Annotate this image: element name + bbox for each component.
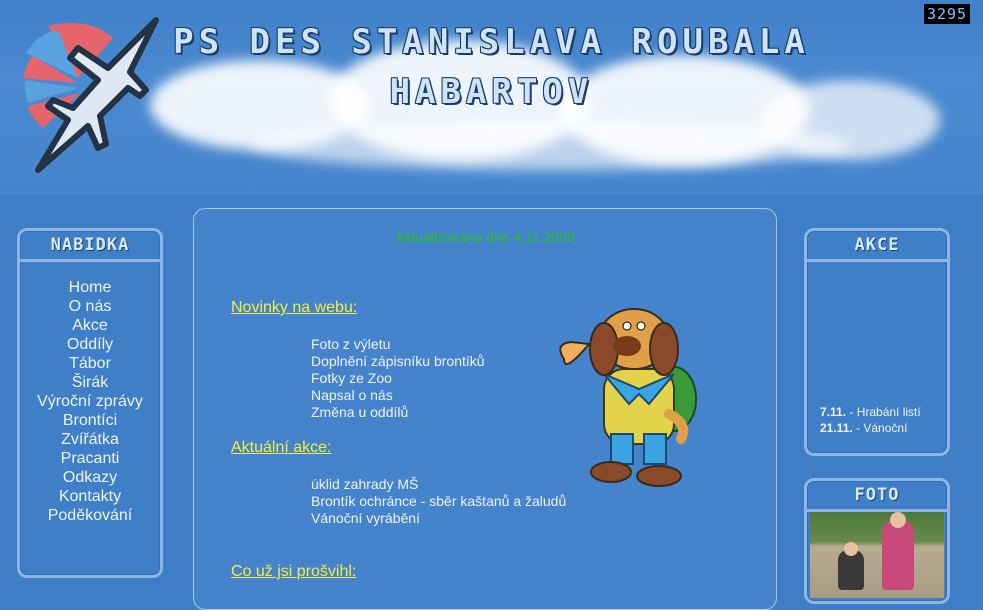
dog-mascot-icon — [549, 304, 699, 494]
main-content — [193, 208, 777, 610]
news-item[interactable]: Fotky ze Zoo — [311, 370, 392, 386]
news-item[interactable]: Doplnění zápisníku brontíků — [311, 353, 485, 369]
events-ticker — [820, 404, 946, 444]
event-item[interactable] — [820, 420, 946, 436]
news-item[interactable]: Foto z výletu — [311, 336, 391, 352]
person-head — [890, 512, 906, 528]
nav-item-sirak[interactable]: Širák — [71, 374, 109, 391]
nav-item-podekovani[interactable]: Poděkování — [47, 507, 133, 524]
news-heading[interactable]: Novinky na webu: — [231, 299, 358, 316]
visitor-counter: 3295 — [924, 4, 970, 24]
person-figure — [882, 520, 914, 590]
nav-item-vyrocni-zpravy[interactable]: Výroční zprávy — [37, 393, 143, 410]
cloud-decoration — [250, 120, 850, 170]
events-title: AKCE — [807, 231, 947, 262]
events-box — [804, 228, 950, 456]
event-date: 21.11. — [820, 421, 853, 435]
event-text: - Hrabání listí — [846, 405, 921, 419]
action-item[interactable]: Vánoční vyrábění — [311, 510, 420, 526]
nav-item-oddily[interactable]: Oddíly — [66, 336, 114, 353]
site-header — [0, 0, 983, 195]
navigation-box — [17, 228, 163, 578]
navigation-menu — [20, 262, 160, 525]
nav-item-odkazy[interactable]: Odkazy — [62, 469, 118, 486]
nav-item-zviratka[interactable]: Zvířátka — [61, 431, 119, 448]
nav-item-brontici[interactable]: Brontíci — [62, 412, 118, 429]
site-title: PS DES STANISLAVA ROUBALA — [173, 22, 810, 62]
missed-heading[interactable]: Co už jsi prošvihl: — [231, 563, 357, 580]
child-head — [844, 542, 858, 556]
news-item[interactable]: Změna u oddílů — [311, 404, 409, 420]
site-subtitle: HABARTOV — [389, 72, 594, 112]
event-item[interactable] — [820, 404, 946, 420]
nav-item-home[interactable]: Home — [68, 279, 112, 296]
nav-item-tabor[interactable]: Tábor — [69, 355, 111, 372]
news-list — [311, 336, 485, 421]
action-item[interactable]: úklid zahrady MŠ — [311, 476, 419, 492]
nav-item-pracanti[interactable]: Pracanti — [60, 450, 120, 467]
actions-heading[interactable]: Aktuální akce: — [231, 439, 332, 456]
nav-item-o-nas[interactable]: O nás — [68, 298, 112, 315]
navigation-title: NABIDKA — [20, 231, 160, 262]
child-figure — [838, 550, 864, 590]
updated-notice: Aktualizováno dne 4.11.2009 — [395, 229, 575, 245]
news-item[interactable]: Napsal o nás — [311, 387, 393, 403]
photo-box — [804, 478, 950, 604]
event-date: 7.11. — [820, 405, 847, 419]
nav-item-akce[interactable]: Akce — [72, 317, 108, 334]
action-item[interactable]: Brontík ochránce - sběr kaštanů a žaludů — [311, 493, 567, 509]
nav-item-kontakty[interactable]: Kontakty — [58, 488, 122, 505]
photo-title: FOTO — [807, 481, 947, 512]
event-text: - Vánoční — [852, 421, 908, 435]
actions-list — [311, 476, 566, 527]
photo-thumbnail[interactable] — [810, 512, 944, 598]
